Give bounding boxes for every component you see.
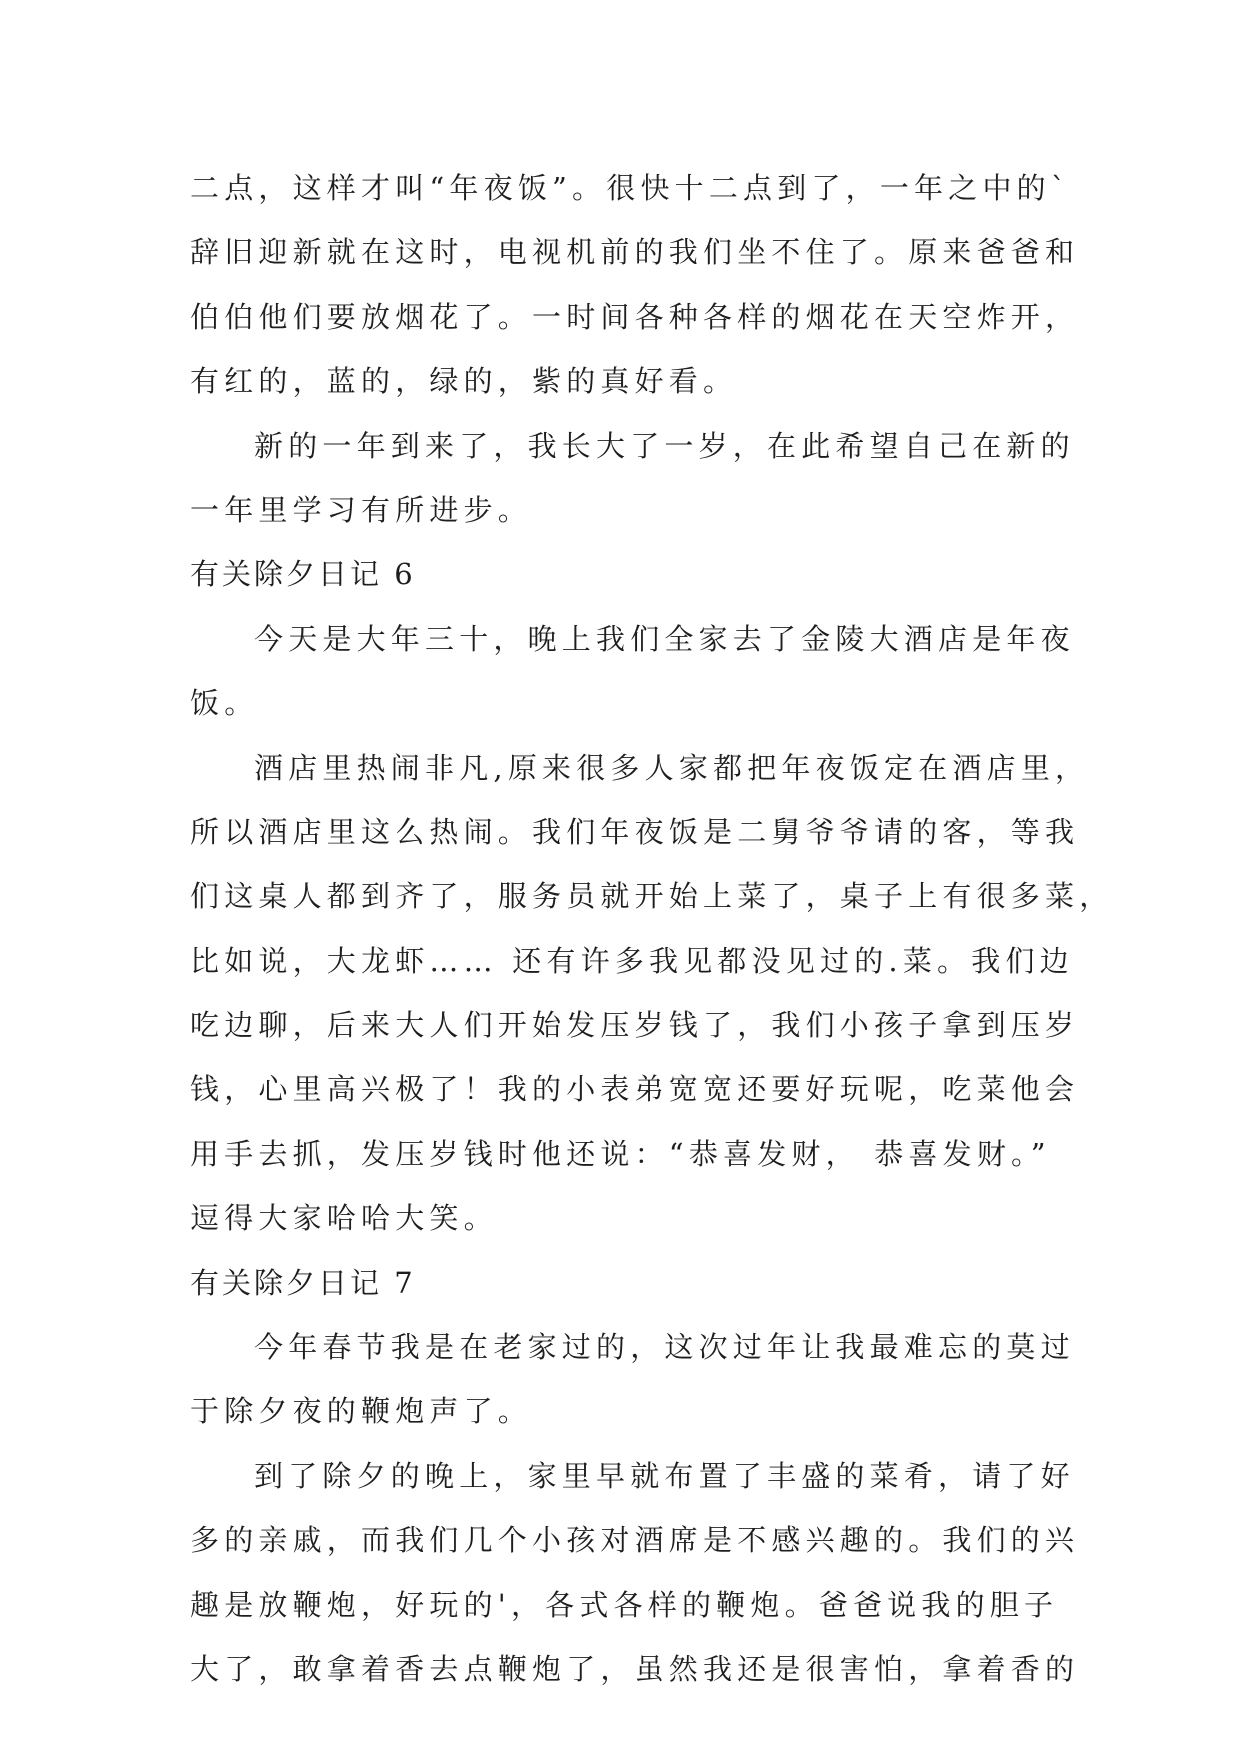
paragraph-start-line: 到了除夕的晚上，家里早就布置了丰盛的菜肴，请了好 <box>254 1458 1075 1493</box>
text-line: 们这桌人都到齐了，服务员就开始上菜了，桌子上有很多菜， <box>190 879 1114 914</box>
text-line: 于除夕夜的鞭炮声了。 <box>190 1394 533 1429</box>
text-line: 饭。 <box>190 686 259 721</box>
text-line: 用手去抓，发压岁钱时他还说：“恭喜发财， 恭喜发财。” <box>190 1136 1051 1171</box>
text-line: 辞旧迎新就在这时，电视机前的我们坐不住了。原来爸爸和 <box>190 235 1080 270</box>
paragraph-start-line: 酒店里热闹非凡,原来很多人家都把年夜饭定在酒店里， <box>254 750 1090 785</box>
document-body <box>190 156 1114 1701</box>
text-line: 吃边聊，后来大人们开始发压岁钱了，我们小孩子拿到压岁 <box>190 1008 1080 1043</box>
text-line: 所以酒店里这么热闹。我们年夜饭是二舅爷爷请的客，等我 <box>190 814 1080 849</box>
text-line: 比如说，大龙虾…… 还有许多我见都没见过的.菜。我们边 <box>190 943 1074 978</box>
text-line: 二点，这样才叫“年夜饭”。很快十二点到了，一年之中的` <box>190 171 1071 205</box>
text-line: 多的亲戚，而我们几个小孩对酒席是不感兴趣的。我们的兴 <box>190 1523 1080 1558</box>
text-line: 逗得大家哈哈大笑。 <box>190 1201 498 1236</box>
paragraph-start-line: 今天是大年三十，晚上我们全家去了金陵大酒店是年夜 <box>254 621 1075 656</box>
text-line: 钱，心里高兴极了！我的小表弟宽宽还要好玩呢，吃菜他会 <box>190 1072 1080 1107</box>
text-line: 伯伯他们要放烟花了。一时间各种各样的烟花在天空炸开， <box>190 299 1080 334</box>
text-line: 有红的，蓝的，绿的，紫的真好看。 <box>190 364 738 399</box>
text-line: 趣是放鞭炮，好玩的'，各式各样的鞭炮。爸爸说我的胆子 <box>190 1587 1059 1622</box>
text-line: 一年里学习有所进步。 <box>190 492 533 527</box>
text-line: 大了，敢拿着香去点鞭炮了，虽然我还是很害怕，拿着香的 <box>190 1651 1080 1686</box>
paragraph-start-line: 今年春节我是在老家过的，这次过年让我最难忘的莫过 <box>254 1330 1075 1365</box>
section-heading-7: 有关除夕日记 7 <box>190 1265 416 1300</box>
paragraph-start-line: 新的一年到来了，我长大了一岁，在此希望自己在新的 <box>254 428 1075 463</box>
section-heading-6: 有关除夕日记 6 <box>190 557 416 592</box>
